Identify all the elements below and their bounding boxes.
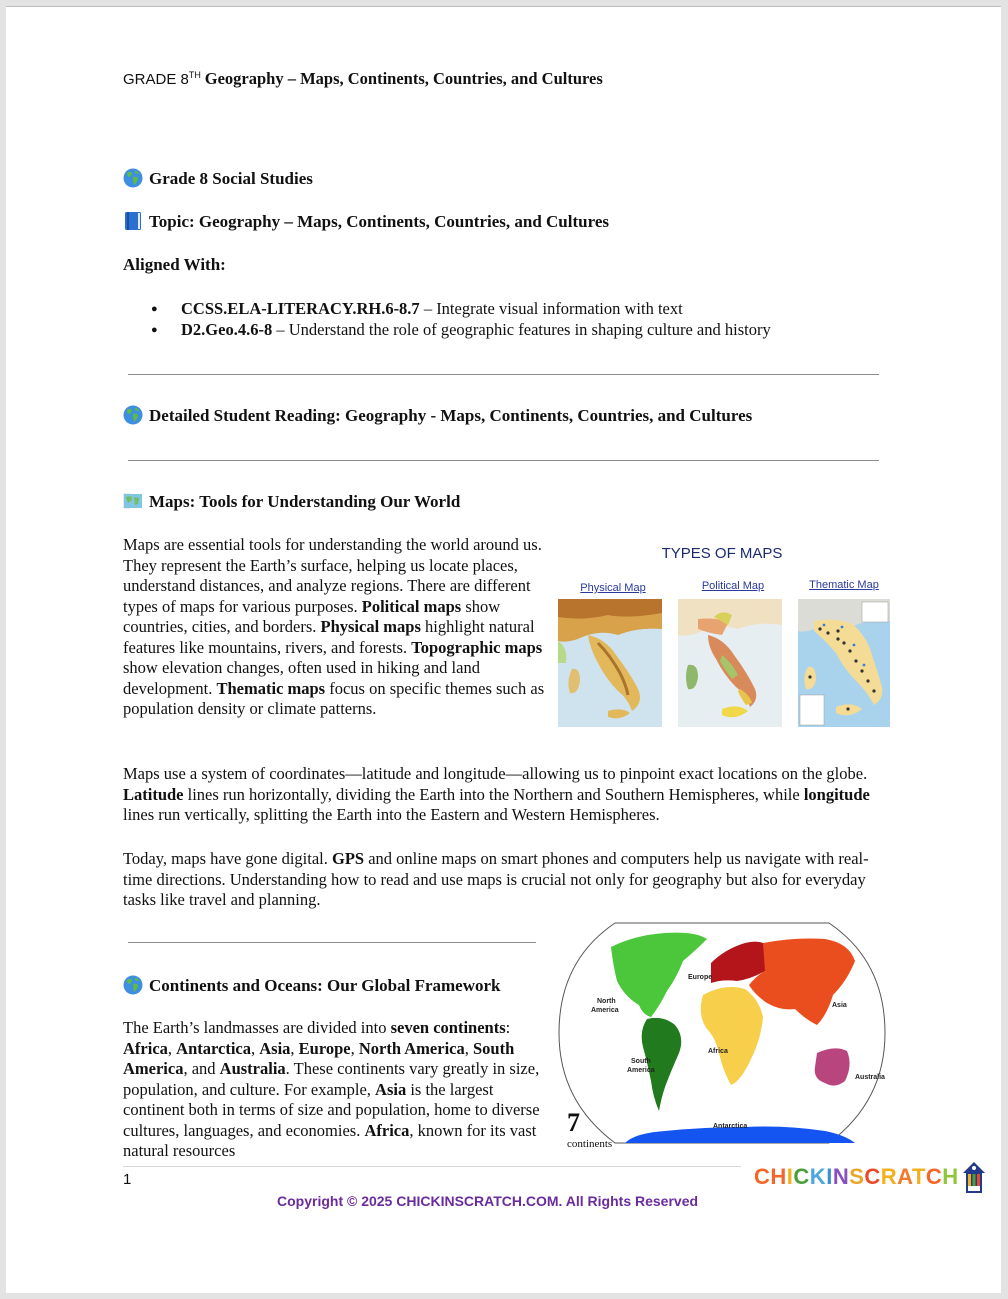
bold-term: seven continents	[390, 1018, 506, 1037]
thematic-map-image	[798, 599, 890, 727]
subject-heading	[123, 168, 313, 189]
text-run: , known for its vast natural resources	[123, 1120, 537, 1160]
divider	[128, 460, 879, 461]
standards-list	[123, 299, 771, 340]
bold-term: Physical maps	[320, 617, 421, 636]
text-run: is the largest continent both in terms of size and population, home to diverse cultures, languages, and economies.	[123, 1079, 540, 1140]
bold-term: longitude	[803, 784, 870, 804]
text-run: Today, maps have gone digital.	[123, 849, 333, 868]
bold-term: North America	[358, 1038, 465, 1058]
seven-continents-map	[555, 921, 889, 1151]
text-run: and online maps on smart phones and computers help us navigate with real-time directions. Understanding how to read and use maps is crucial not only for geography but also for everyday tasks like travel and planning.	[123, 849, 869, 909]
label-asia: Asia	[832, 1002, 847, 1009]
physical-map-image	[558, 599, 662, 727]
label-europe: Europe	[688, 974, 713, 981]
bold-term: Africa	[123, 1038, 168, 1058]
label-antarctica: Antarctica	[713, 1123, 748, 1130]
label-south-america-1: South	[631, 1058, 651, 1065]
types-of-maps-image	[554, 542, 890, 727]
bold-term: Political maps	[361, 596, 462, 616]
text-run: ,	[464, 1038, 473, 1058]
logo-letter: A	[897, 1164, 912, 1189]
continents-count-label: continents	[567, 1138, 613, 1150]
logo-letter: H	[942, 1164, 959, 1189]
bold-term: Africa	[364, 1120, 410, 1140]
chickinscratch-logo	[754, 1159, 986, 1195]
text-run: The Earth’s landmasses are divided into	[123, 1018, 391, 1037]
divider	[128, 942, 536, 943]
text-run: lines run horizontally, dividing the Earth into the Northern and Southern Hemispheres, while	[183, 784, 804, 804]
world-map-icon	[123, 491, 143, 511]
continent-australia	[815, 1048, 850, 1085]
maps-paragraph-1	[123, 535, 548, 720]
globe-icon	[123, 405, 143, 425]
logo-letter: H	[770, 1164, 787, 1189]
globe-icon	[123, 168, 143, 188]
standard-desc: – Understand the role of geographic features in shaping culture and history	[272, 319, 771, 339]
schoolhouse-pencils-icon	[962, 1160, 986, 1194]
thematic-map-label: Thematic Map	[809, 579, 879, 591]
maps-paragraph-3	[123, 849, 893, 911]
continents-heading	[123, 975, 501, 996]
logo-letter: C	[925, 1164, 943, 1189]
standard-item	[123, 320, 771, 341]
political-map-image	[678, 599, 782, 727]
text-run: ,	[167, 1038, 177, 1058]
text-run: highlight natural features like mountains, rivers, and forests.	[123, 617, 535, 657]
header-title: Geography – Maps, Continents, Countries, and Cultures	[204, 69, 603, 88]
text-run: ,	[290, 1038, 299, 1058]
page-number: 1	[123, 1171, 132, 1188]
standard-item	[123, 299, 771, 320]
text-run: focus on specific themes such as population density or climate patterns.	[123, 678, 545, 718]
logo-text	[754, 1164, 959, 1190]
logo-letter: K	[809, 1164, 827, 1189]
bold-term: Europe	[298, 1038, 351, 1058]
maps-heading-text: Maps: Tools for Understanding Our World	[149, 492, 461, 511]
page-header	[123, 69, 603, 89]
bold-term: Australia	[219, 1059, 286, 1078]
bold-term: South America	[123, 1038, 515, 1078]
text-run: , and	[183, 1059, 220, 1078]
maps-paragraph-2	[123, 764, 893, 826]
maps-heading	[123, 491, 460, 512]
footer-divider	[123, 1166, 741, 1167]
bold-term: Latitude	[123, 784, 184, 804]
aligned-label: Aligned With:	[123, 255, 226, 274]
political-map-label: Political Map	[701, 580, 765, 592]
logo-letter: N	[832, 1164, 850, 1189]
copyright-text: Copyright © 2025 CHICKINSCRATCH.COM. All Rights Reserved	[277, 1193, 699, 1209]
text-run: lines run vertically, splitting the Earth into the Eastern and Western Hemispheres.	[123, 805, 660, 824]
text-run: :	[505, 1018, 511, 1037]
standard-code: CCSS.ELA-LITERACY.RH.6-8.7	[181, 299, 420, 318]
text-run: ,	[251, 1038, 260, 1058]
label-north-america-1: North	[597, 998, 616, 1005]
logo-letter: C	[864, 1164, 881, 1189]
label-north-america-2: America	[591, 1007, 619, 1014]
bold-term: GPS	[332, 849, 365, 868]
bold-term: Thematic maps	[216, 678, 326, 698]
label-africa: Africa	[708, 1048, 728, 1055]
header-grade: GRADE 8	[123, 71, 189, 88]
text-run: Maps are essential tools for understanding the world around us. They represent the Earth’s surface, helping us locate places, understand distances, and analyze regions. There are different types of maps for various purposes.	[123, 535, 542, 616]
types-of-maps-title: TYPES OF MAPS	[661, 545, 783, 562]
divider	[128, 374, 879, 375]
reading-title-text: Detailed Student Reading: Geography - Maps, Continents, Countries, and Cultures	[149, 406, 753, 425]
text-run: show elevation changes, often used in hiking and land development.	[123, 658, 480, 698]
reading-title	[123, 405, 752, 426]
logo-letter: C	[793, 1164, 810, 1189]
text-run: . These continents vary greatly in size, population, and culture. For example,	[123, 1059, 540, 1099]
subject-text: Grade 8 Social Studies	[149, 169, 313, 188]
standard-desc: – Integrate visual information with text	[419, 299, 683, 318]
bold-term: Topographic maps	[411, 637, 543, 657]
label-australia: Australia	[855, 1074, 885, 1081]
logo-letter: S	[849, 1164, 865, 1189]
logo-letter: C	[754, 1164, 771, 1189]
continents-paragraph	[123, 1018, 551, 1162]
logo-letter: T	[911, 1164, 926, 1189]
blue-book-icon	[123, 211, 143, 231]
text-run: ,	[350, 1038, 359, 1058]
continents-heading-text: Continents and Oceans: Our Global Framework	[149, 976, 501, 995]
logo-letter: R	[880, 1164, 898, 1189]
bold-term: Asia	[259, 1038, 291, 1058]
topic-heading	[123, 211, 609, 232]
document-page	[6, 6, 1001, 1293]
topic-text: Topic: Geography – Maps, Continents, Countries, and Cultures	[149, 212, 610, 231]
logo-letter: I	[786, 1164, 794, 1189]
bold-term: Antarctica	[176, 1038, 251, 1058]
header-grade-suffix: TH	[188, 69, 201, 80]
globe-icon	[123, 975, 143, 995]
logo-letter: I	[826, 1164, 833, 1189]
bold-term: Asia	[375, 1079, 407, 1099]
text-run: show countries, cities, and borders.	[123, 596, 501, 636]
continents-count: 7	[567, 1108, 580, 1137]
standard-code: D2.Geo.4.6-8	[181, 319, 273, 339]
label-south-america-2: America	[627, 1067, 655, 1074]
physical-map-label: Physical Map	[580, 582, 646, 594]
text-run: Maps use a system of coordinates—latitude and longitude—allowing us to pinpoint exact locations on the globe.	[123, 764, 868, 783]
